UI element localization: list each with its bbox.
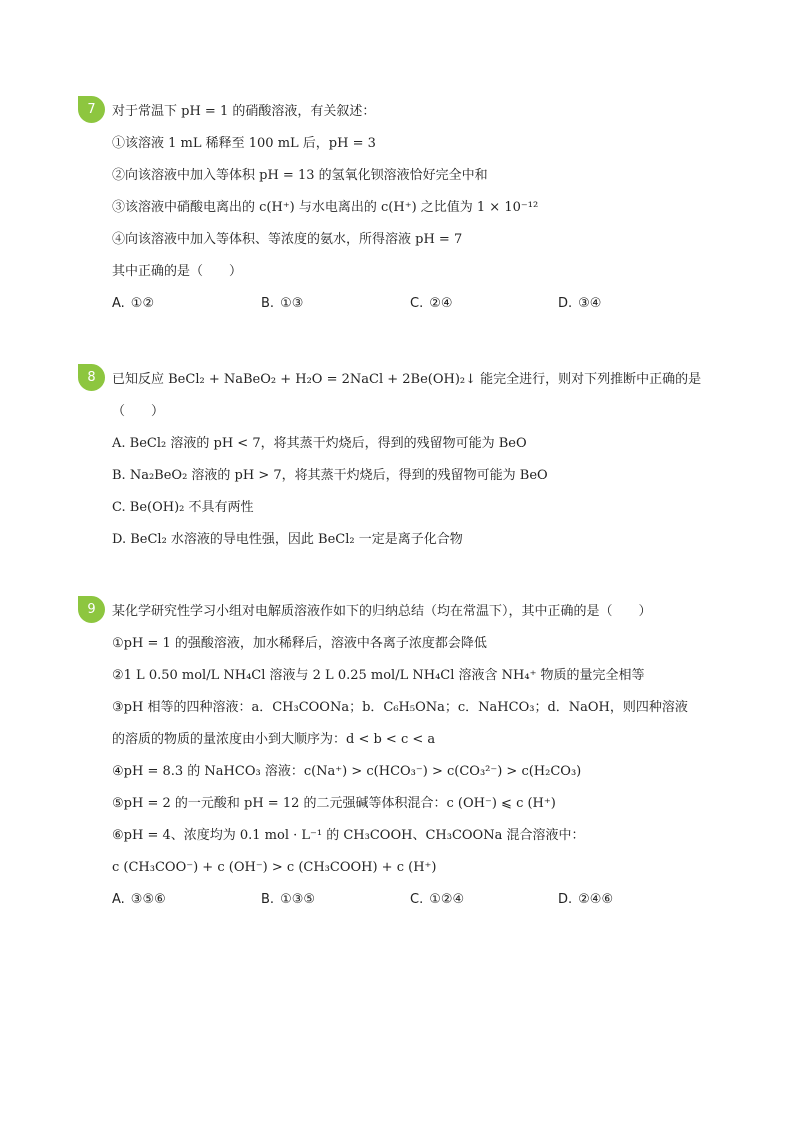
question-7-header (78, 96, 718, 128)
q9-option-c[interactable]: C. ①②④ (410, 892, 465, 907)
q7-statement-3: ③该溶液中硝酸电离出的 c(H⁺) 与水电离出的 c(H⁺) 之比值为 1 × 10⁻¹² (112, 200, 539, 215)
q9-statement-3: ③pH 相等的四种溶液：a．CH₃COONa；b．C₆H₅ONa；c．NaHCO₃；d．NaOH，则四种溶液 (112, 700, 688, 715)
q7-statement-4: ④向该溶液中加入等体积、等浓度的氨水，所得溶液 pH = 7 (112, 232, 463, 247)
question-9 (78, 596, 718, 916)
q7-option-c[interactable]: C. ②④ (410, 296, 453, 311)
q9-option-a[interactable]: A. ③⑤⑥ (112, 892, 166, 907)
q7-prompt: 其中正确的是（ ） (112, 264, 243, 279)
q7-option-d[interactable]: D. ③④ (558, 296, 602, 311)
question-8-number-badge: 8 (78, 364, 105, 391)
question-7-stem: 对于常温下 pH = 1 的硝酸溶液，有关叙述： (112, 104, 376, 119)
q7-option-a[interactable]: A. ①② (112, 296, 155, 311)
question-9-number-badge: 9 (78, 596, 105, 623)
question-9-header (78, 596, 718, 628)
q7-option-b[interactable]: B. ①③ (261, 296, 304, 311)
question-8-stem: 已知反应 BeCl₂ + NaBeO₂ + H₂O = 2NaCl + 2Be(OH)₂↓ 能完全进行，则对下列推断中正确的是 (112, 372, 702, 387)
q9-option-d[interactable]: D. ②④⑥ (558, 892, 614, 907)
q9-statement-4: ④pH = 8.3 的 NaHCO₃ 溶液：c(Na⁺) > c(HCO₃⁻) > c(CO₃²⁻) > c(H₂CO₃) (112, 764, 582, 779)
q8-option-d[interactable]: D. BeCl₂ 水溶液的导电性强，因此 BeCl₂ 一定是离子化合物 (112, 532, 463, 547)
q7-statement-1: ①该溶液 1 mL 稀释至 100 mL 后，pH = 3 (112, 136, 376, 151)
q8-option-b[interactable]: B. Na₂BeO₂ 溶液的 pH > 7，将其蒸干灼烧后，得到的残留物可能为 BeO (112, 468, 548, 483)
q9-options (112, 884, 718, 916)
q8-option-a[interactable]: A. BeCl₂ 溶液的 pH < 7，将其蒸干灼烧后，得到的残留物可能为 BeO (112, 436, 527, 451)
question-8-header (78, 364, 718, 396)
q9-statement-3-cont: 的溶质的物质的量浓度由小到大顺序为：d < b < c < a (112, 732, 436, 747)
question-7-number-badge: 7 (78, 96, 105, 123)
q8-option-c[interactable]: C. Be(OH)₂ 不具有两性 (112, 500, 254, 515)
q9-statement-6: ⑥pH = 4、浓度均为 0.1 mol · L⁻¹ 的 CH₃COOH、CH₃COONa 混合溶液中： (112, 828, 585, 843)
q7-statement-2: ②向该溶液中加入等体积 pH = 13 的氢氧化钡溶液恰好完全中和 (112, 168, 488, 183)
q9-statement-6-cont: c (CH₃COO⁻) + c (OH⁻) > c (CH₃COOH) + c (H⁺) (112, 860, 437, 875)
question-9-stem: 某化学研究性学习小组对电解质溶液作如下的归纳总结（均在常温下），其中正确的是（ ） (112, 604, 652, 619)
question-8 (78, 364, 718, 556)
q9-statement-2: ②1 L 0.50 mol/L NH₄Cl 溶液与 2 L 0.25 mol/L NH₄Cl 溶液含 NH₄⁺ 物质的量完全相等 (112, 668, 645, 683)
q9-option-b[interactable]: B. ①③⑤ (261, 892, 316, 907)
q7-options (112, 288, 718, 320)
q9-statement-5: ⑤pH = 2 的一元酸和 pH = 12 的二元强碱等体积混合：c (OH⁻) ⩽ c (H⁺) (112, 796, 556, 811)
q8-answer-paren: （ ） (112, 404, 165, 419)
question-7 (78, 96, 718, 320)
q9-statement-1: ①pH = 1 的强酸溶液，加水稀释后，溶液中各离子浓度都会降低 (112, 636, 487, 651)
